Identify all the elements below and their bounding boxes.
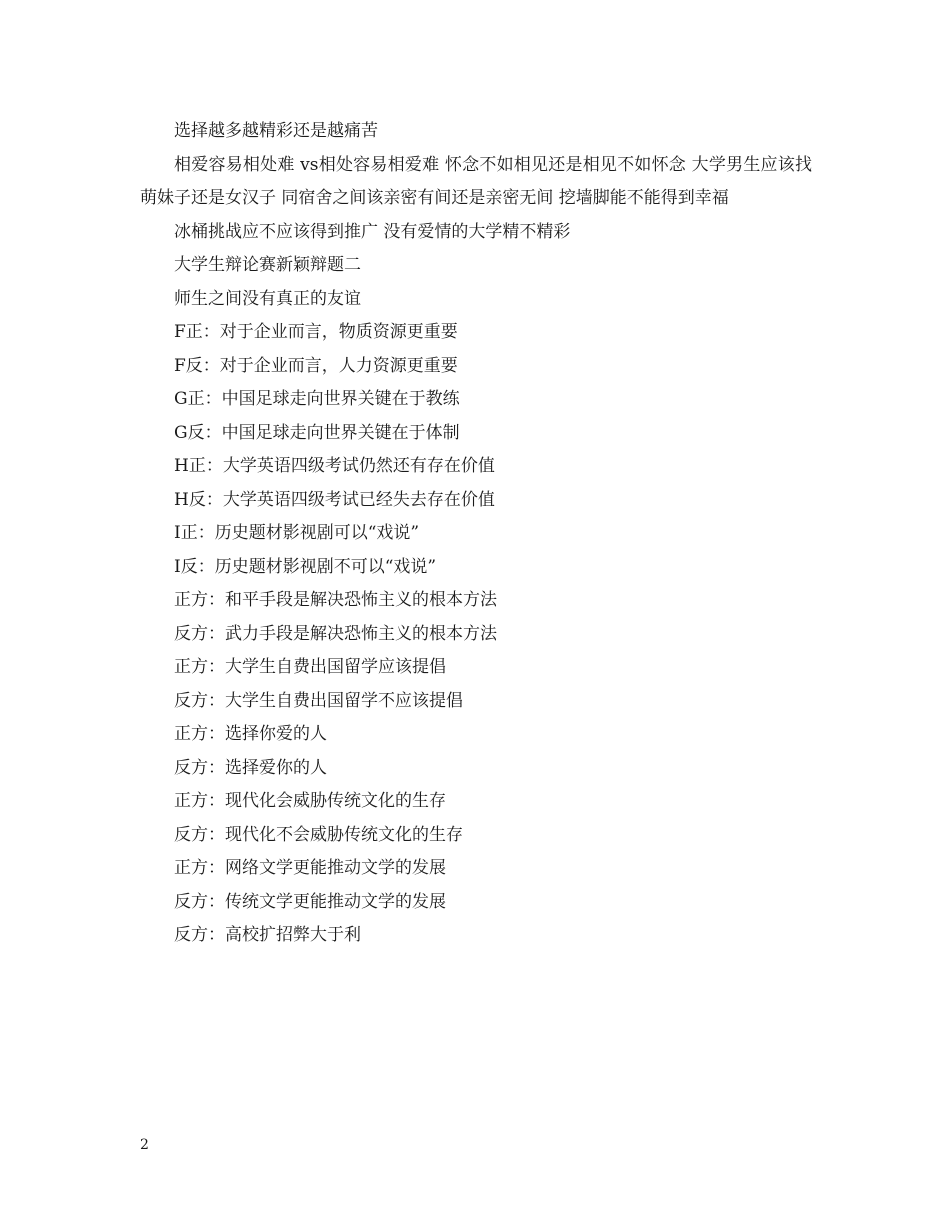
paragraph: 反方：大学生自费出国留学不应该提倡: [174, 690, 463, 711]
paragraph: 反方：现代化不会威胁传统文化的生存: [174, 824, 463, 845]
section-heading: 大学生辩论赛新颖辩题二: [174, 255, 361, 275]
paragraph: 相爱容易相处难 vs相处容易相爱难 怀念不如相见还是相见不如怀念 大学男生应该找萌妹子还是女汉子 同宿舍之间该亲密有间还是亲密无间 挖墙脚能不能得到幸福: [140, 154, 812, 208]
paragraph: 反方：高校扩招弊大于利: [174, 925, 361, 945]
paragraph: I正：历史题材影视剧可以“戏说”: [174, 523, 420, 543]
page-number: 2: [140, 1137, 149, 1153]
paragraph: G反：中国足球走向世界关键在于体制: [174, 422, 460, 443]
paragraph: 冰桶挑战应不应该得到推广 没有爱情的大学精不精彩: [174, 221, 571, 242]
paragraph: 选择越多越精彩还是越痛苦: [174, 121, 378, 141]
paragraph: I反：历史题材影视剧不可以“戏说”: [174, 556, 437, 577]
paragraph: F反：对于企业而言，人力资源更重要: [174, 355, 458, 376]
paragraph: F正：对于企业而言，物质资源更重要: [174, 322, 458, 342]
paragraph: 正方：网络文学更能推动文学的发展: [174, 858, 446, 878]
paragraph: 师生之间没有真正的友谊: [174, 288, 361, 309]
paragraph: 反方：武力手段是解决恐怖主义的根本方法: [174, 623, 497, 644]
paragraph: 正方：现代化会威胁传统文化的生存: [174, 791, 446, 811]
paragraph: H正：大学英语四级考试仍然还有存在价值: [174, 456, 495, 476]
paragraph: 反方：传统文学更能推动文学的发展: [174, 891, 446, 912]
paragraph: G正：中国足球走向世界关键在于教练: [174, 389, 460, 409]
paragraph: 正方：大学生自费出国留学应该提倡: [174, 657, 446, 677]
paragraph: 正方：和平手段是解决恐怖主义的根本方法: [174, 590, 497, 610]
paragraph: 正方：选择你爱的人: [174, 724, 327, 744]
paragraph: H反：大学英语四级考试已经失去存在价值: [174, 489, 495, 510]
paragraph: 反方：选择爱你的人: [174, 757, 327, 778]
document-body: [140, 115, 812, 953]
